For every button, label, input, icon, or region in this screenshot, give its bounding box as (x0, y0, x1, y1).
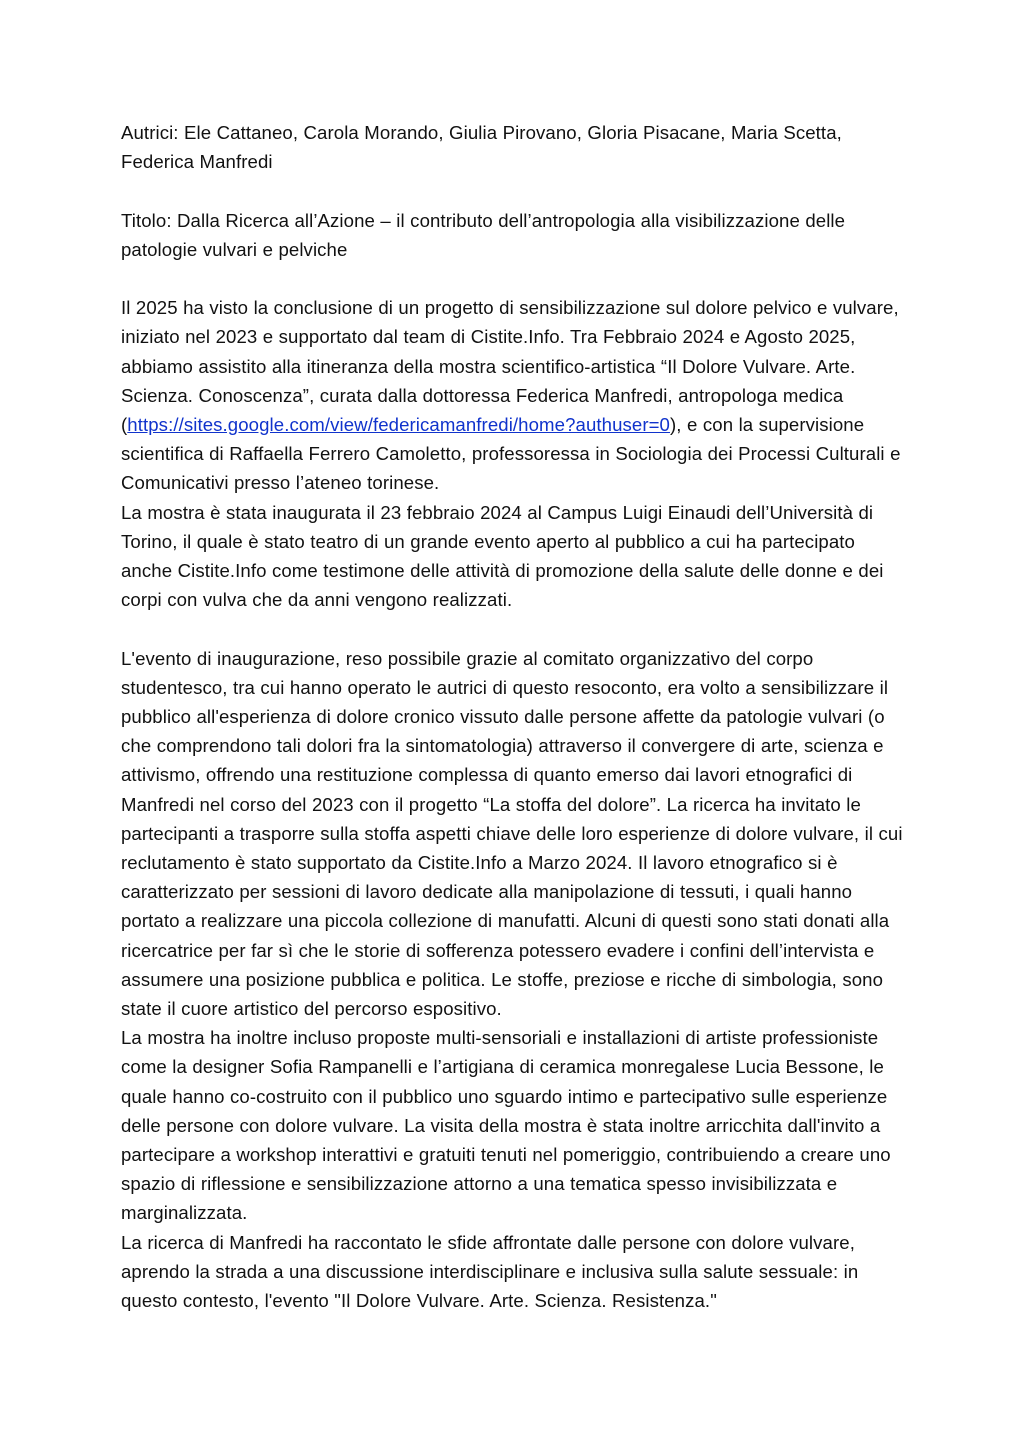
paragraph-spacer (121, 176, 911, 205)
document-body (121, 118, 911, 1315)
intro-paragraph-part-2: La mostra è stata inaugurata il 23 febbraio 2024 al Campus Luigi Einaudi dell’Università di Torino, il quale è stato teatro di un grande evento aperto al pubblico a cui ha partecipato anche Cistite.Info come testimone delle attività di promozione della salute delle donne e dei corpi con vulva che da anni vengono realizzati. (121, 501, 884, 611)
link-open-paren: ( (121, 414, 128, 435)
federica-manfredi-site-link[interactable]: https://sites.google.com/view/federicamanfredi/home?authuser=0 (127, 414, 670, 435)
conclusion-paragraph: La ricerca di Manfredi ha raccontato le sfide affrontate dalle persone con dolore vulvare, aprendo la strada a una discussione interdisciplinare e inclusiva sulla salute sessuale: in questo contesto, l'evento "Il Dolore Vulvare. Arte. Scienza. Resistenza." (121, 1231, 859, 1312)
link-trailing-text: ), e con la supervisione scientifica di Raffaella Ferrero Camoletto, professoressa in Sociologia dei Processi Culturali e Comunicativi presso l’ateneo torinese. (121, 414, 901, 494)
intro-paragraph (121, 293, 911, 497)
authors-paragraph: Autrici: Ele Cattaneo, Carola Morando, Giulia Pirovano, Gloria Pisacane, Maria Scetta, Federica Manfredi (121, 122, 842, 173)
title-paragraph: Titolo: Dalla Ricerca all’Azione – il contributo dell’antropologia alla visibilizzazione delle patologie vulvari e pelviche (121, 209, 846, 260)
event-paragraph-part-1: L'evento di inaugurazione, reso possibile grazie al comitato organizzativo del corpo studentesco, tra cui hanno operato le autrici di questo resoconto, era volto a sensibilizzare il pubblico all'esperienza di dolore cronico vissuto dalle persone affette da patologie vulvari (o che comprendono tali dolori fra la sintomatologia) attraverso il convergere di arte, scienza e attivismo, offrendo una restituzione complessa di quanto emerso dai lavori etnografici di Manfredi nel corso del 2023 con il progetto “La stoffa del dolore”. La ricerca ha invitato le partecipanti a trasporre sulla stoffa aspetti chiave delle loro esperienze di dolore vulvare, il cui reclutamento è stato supportato da Cistite.Info a Marzo 2024. Il lavoro etnografico si è caratterizzato per sessioni di lavoro dedicate alla manipolazione di tessuti, i quali hanno portato a realizzare una piccola collezione di manufatti. Alcuni di questi sono stati donati alla ricercatrice per far sì che le storie di sofferenza potessero evadere i confini dell’intervista e assumere una posizione pubblica e politica. Le stoffe, preziose e ricche di simbologia, sono state il cuore artistico del percorso espositivo. (121, 647, 903, 1020)
intro-paragraph-part-1: Il 2025 ha visto la conclusione di un progetto di sensibilizzazione sul dolore pelvico e vulvare, iniziato nel 2023 e supportato dal team di Cistite.Info. Tra Febbraio 2024 e Agosto 2025, abbiamo assistito alla itineranza della mostra scientifico-artistica “Il Dolore Vulvare. Arte. Scienza. Conoscenza”, curata dalla dottoressa Federica Manfredi, antropologa medica (121, 297, 899, 406)
exhibition-paragraph-part-2: La mostra ha inoltre incluso proposte multi-sensoriali e installazioni di artiste professioniste come la designer Sofia Rampanelli e l’artigiana di ceramica monregalese Lucia Bessone, le quale hanno co-costruito con il pubblico uno sguardo intimo e partecipativo sulle esperienze delle persone con dolore vulvare. La visita della mostra è stata inoltre arricchita dall'invito a partecipare a workshop interattivi e gratuiti tenuti nel pomeriggio, contribuiendo a creare uno spazio di riflessione e sensibilizzazione attorno a una tematica spesso invisibilizzata e marginalizzata. (121, 1027, 891, 1224)
paragraph-spacer (121, 264, 911, 293)
paragraph-spacer (121, 614, 911, 643)
